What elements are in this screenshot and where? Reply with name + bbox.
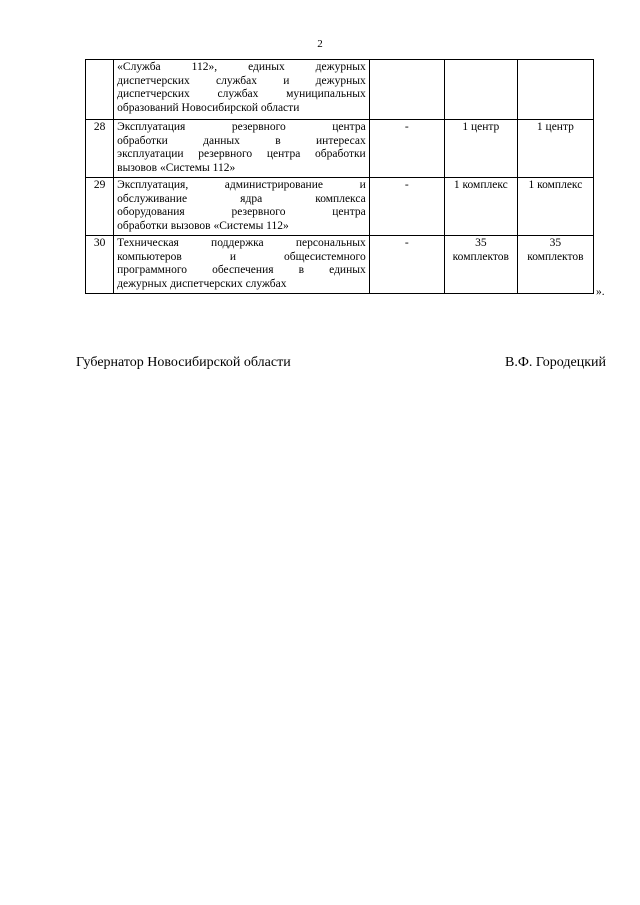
- row-col-c: 1 комплекс: [517, 178, 593, 236]
- page-number: 2: [317, 38, 323, 50]
- description-line: образований Новосибирской области: [117, 101, 300, 114]
- description-line: эксплуатации резервного центра обработки: [117, 148, 366, 160]
- description-line: вызовов «Системы 112»: [117, 161, 236, 174]
- closing-quote: ».: [596, 286, 605, 298]
- row-col-a: -: [369, 236, 444, 294]
- row-number: 30: [86, 236, 114, 294]
- description-line: обработки вызовов «Системы 112»: [117, 219, 289, 232]
- description-line: обработки данных в интересах: [117, 134, 366, 147]
- description-line: «Служба 112», единых дежурных: [117, 61, 366, 73]
- quantity-unit: комплектов: [452, 250, 509, 263]
- row-col-a: [369, 60, 444, 120]
- description-line: дежурных диспетчерских службах: [117, 277, 287, 290]
- row-col-a: -: [369, 178, 444, 236]
- document-table: [85, 59, 594, 294]
- quantity-value: 35: [549, 237, 562, 249]
- row-number: 28: [86, 120, 114, 178]
- row-col-a: -: [369, 120, 444, 178]
- row-number: [86, 60, 114, 120]
- table-row: [86, 60, 594, 120]
- quantity-value: 35: [475, 237, 487, 249]
- description-line: Эксплуатация, администрирование и: [117, 179, 366, 191]
- row-col-b: 1 центр: [444, 120, 517, 178]
- description-line: Эксплуатация резервного центра: [117, 121, 366, 133]
- row-description: [114, 178, 370, 236]
- row-number: 29: [86, 178, 114, 236]
- table-row: [86, 236, 594, 294]
- row-col-b: 1 комплекс: [444, 178, 517, 236]
- row-description: [114, 236, 370, 294]
- signatory-name: В.Ф. Городецкий: [505, 355, 606, 370]
- row-col-c: 1 центр: [517, 120, 593, 178]
- table-row: [86, 178, 594, 236]
- description-line: программного обеспечения в единых: [117, 264, 366, 276]
- row-description: [114, 60, 370, 120]
- row-col-b: [444, 236, 517, 294]
- quantity-unit: комплектов: [527, 250, 584, 263]
- description-line: диспетчерских службах и дежурных: [117, 74, 366, 87]
- row-col-b: [444, 60, 517, 120]
- row-col-c: [517, 60, 593, 120]
- description-line: оборудования резервного центра: [117, 206, 366, 218]
- description-line: обслуживание ядра комплекса: [117, 192, 366, 205]
- table-row: [86, 120, 594, 178]
- signatory-position: Губернатор Новосибирской области: [76, 355, 291, 370]
- row-col-c: [517, 236, 593, 294]
- description-line: Техническая поддержка персональных: [117, 237, 366, 249]
- description-line: компьютеров и общесистемного: [117, 250, 366, 263]
- row-description: [114, 120, 370, 178]
- description-line: диспетчерских службах муниципальных: [117, 88, 366, 100]
